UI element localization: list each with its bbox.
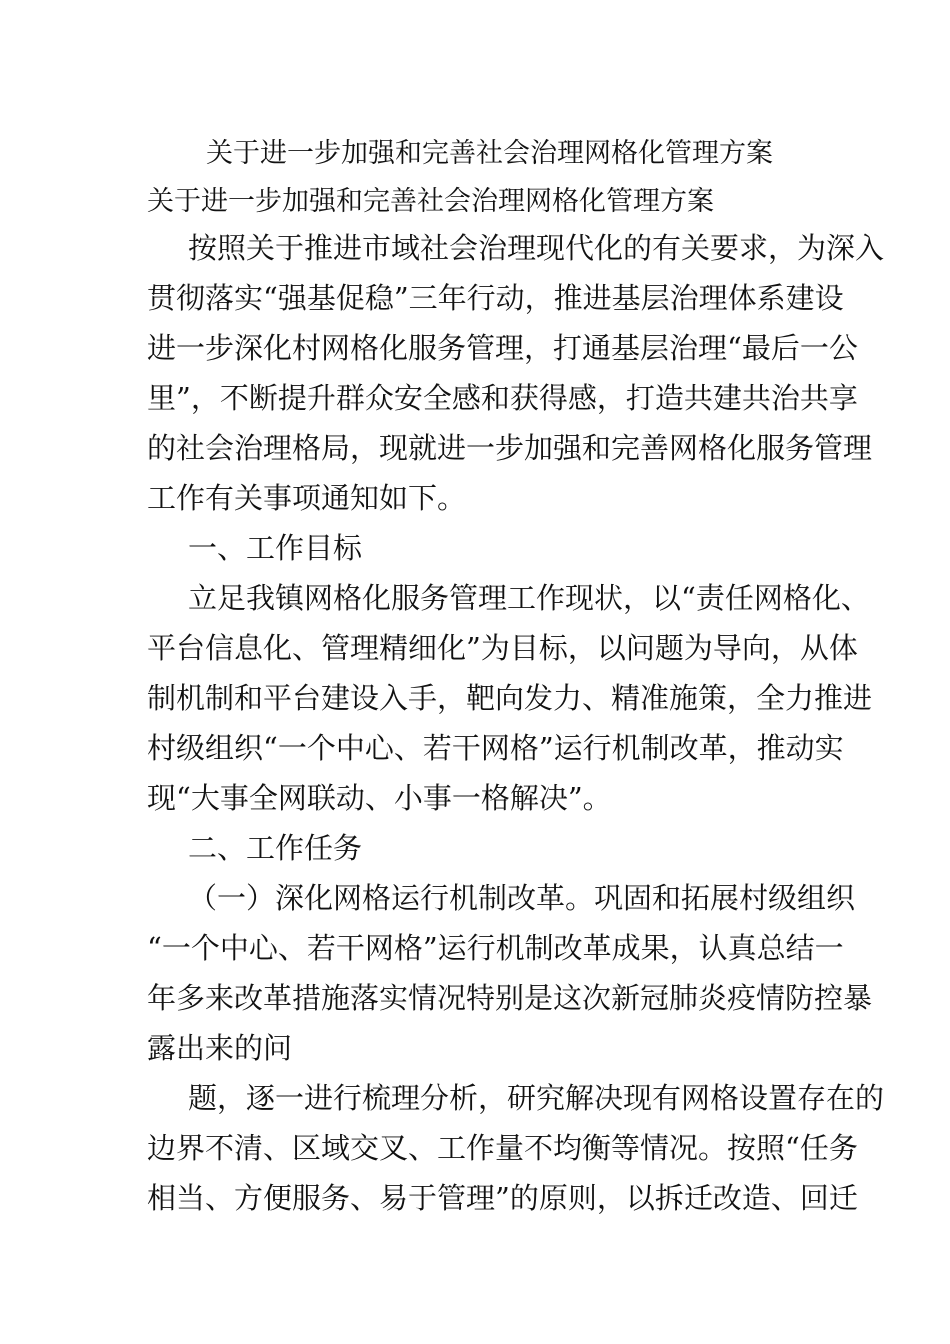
paragraph-line: 立足我镇网格化服务管理工作现状，以“责任网格化、 — [188, 581, 870, 615]
paragraph-line: 制机制和平台建设入手，靶向发力、精准施策，全力推进 — [147, 681, 873, 715]
paragraph-line: 工作有关事项通知如下。 — [147, 481, 467, 515]
paragraph-line: 的社会治理格局，现就进一步加强和完善网格化服务管理 — [147, 431, 873, 465]
paragraph-line: 露出来的问 — [147, 1031, 293, 1065]
paragraph-line: 贯彻落实“强基促稳”三年行动，推进基层治理体系建设 — [147, 281, 844, 315]
section-heading: 一、工作目标 — [188, 531, 363, 565]
paragraph-line: 平台信息化、管理精细化”为目标，以问题为导向，从体 — [147, 631, 858, 665]
paragraph-line: 边界不清、区域交叉、工作量不均衡等情况。按照“任务 — [147, 1131, 858, 1165]
document-subtitle: 关于进一步加强和完善社会治理网格化管理方案 — [147, 186, 714, 217]
paragraph-line: 进一步深化村网格化服务管理，打通基层治理“最后一公 — [147, 331, 858, 365]
paragraph-line: 里”，不断提升群众安全感和获得感，打造共建共治共享 — [147, 381, 858, 415]
paragraph-line: 题，逐一进行梳理分析，研究解决现有网格设置存在的 — [188, 1081, 885, 1115]
paragraph-line: 相当、方便服务、易于管理”的原则，以拆迁改造、回迁 — [147, 1181, 858, 1215]
paragraph-line: 年多来改革措施落实情况特别是这次新冠肺炎疫情防控暴 — [147, 981, 873, 1015]
paragraph-line: 村级组织“一个中心、若干网格”运行机制改革，推动实 — [147, 731, 844, 765]
paragraph-line: 按照关于推进市域社会治理现代化的有关要求，为深入 — [188, 231, 885, 265]
section-heading: 二、工作任务 — [188, 831, 363, 865]
paragraph-line: （一）深化网格运行机制改革。巩固和拓展村级组织 — [188, 881, 856, 915]
document-title: 关于进一步加强和完善社会治理网格化管理方案 — [206, 138, 773, 169]
paragraph-line: “一个中心、若干网格”运行机制改革成果，认真总结一 — [147, 931, 844, 965]
paragraph-line: 现“大事全网联动、小事一格解决”。 — [147, 781, 612, 815]
